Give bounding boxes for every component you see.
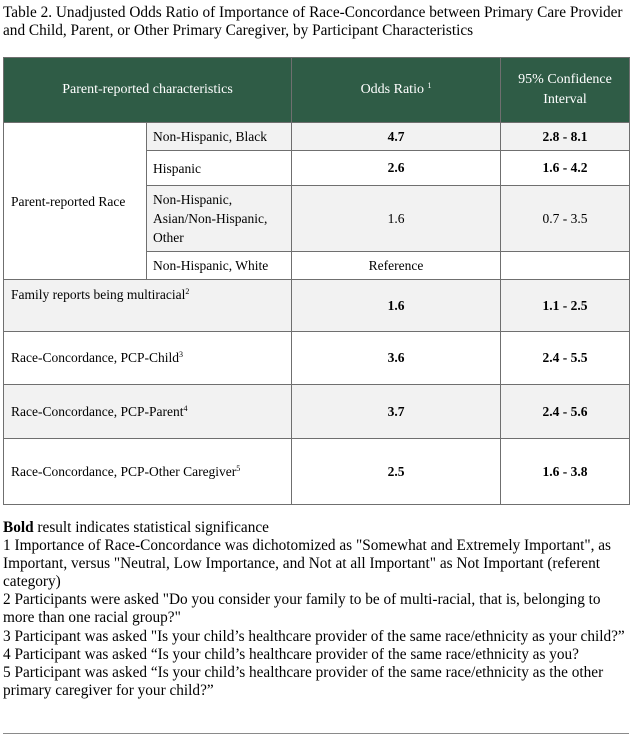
race-subgroup-label: Non-Hispanic, Black [147,123,292,151]
footnote-4: 4 Participant was asked “Is your child’s healthcare provider of the same race/ethnicity as you? [3,645,579,663]
header-odds-ratio: Odds Ratio $^1$ [292,58,501,123]
odds-ratio-cell: 3.7 [292,385,501,439]
header-confidence-interval: 95% Confidence Interval [501,58,630,123]
table-row [4,332,630,385]
race-group-label: Parent-reported Race [4,123,147,280]
row-label-pcp-parent: Race-Concordance, PCP-Parent$^4$ [4,385,292,439]
significance-note: Bold result indicates statistical significance [3,519,269,536]
ci-cell: 1.6 - 3.8 [501,439,630,505]
odds-ratio-cell: 1.6 [292,186,501,252]
footnote-1: 1 Importance of Race-Concordance was dichotomized as "Somewhat and Extremely Important", as Important, versus "Neutral, Low Importance, and Not at all Important" as Not Important (referent category) [3,537,612,591]
odds-ratio-cell: 3.6 [292,332,501,385]
race-subgroup-label: Non-Hispanic, Asian/Non-Hispanic, Other [147,186,292,252]
ci-cell: 0.7 - 3.5 [501,186,630,252]
table-row [4,385,630,439]
ci-cell: 2.8 - 8.1 [501,123,630,151]
ci-cell: 1.1 - 2.5 [501,280,630,332]
odds-ratio-cell: 4.7 [292,123,501,151]
race-subgroup-label: Non-Hispanic, White [147,252,292,280]
header-characteristics: Parent-reported characteristics [4,58,292,123]
odds-ratio-table [3,57,630,505]
ci-cell: 2.4 - 5.5 [501,332,630,385]
table-row [4,439,630,505]
table-row [4,123,630,151]
odds-ratio-cell: 2.5 [292,439,501,505]
table-footnotes [3,519,628,700]
ci-cell: 2.4 - 5.6 [501,385,630,439]
ci-cell [501,252,630,280]
row-label-pcp-other-caregiver: Race-Concordance, PCP-Other Caregiver$^5$ [4,439,292,505]
footnote-2: 2 Participants were asked "Do you consider your family to be of multi-racial, that is, belonging to more than one racial group?" [3,591,601,627]
odds-ratio-cell: 1.6 [292,280,501,332]
race-subgroup-label: Hispanic [147,151,292,186]
table-row [4,280,630,332]
odds-ratio-cell: 2.6 [292,151,501,186]
table-header-row [4,58,630,123]
row-label-pcp-child: Race-Concordance, PCP-Child$^3$ [4,332,292,385]
row-label-multiracial: Family reports being multiracial$^2$ [4,280,292,332]
odds-ratio-cell: Reference [292,252,501,280]
footnote-3: 3 Participant was asked "Is your child’s healthcare provider of the same race/ethnicity as your child?” [3,627,625,645]
table-caption: Table 2. Unadjusted Odds Ratio of Importance of Race-Concordance between Primary Care Provider and Child, Parent, or Other Primary Caregiver, by Participant Characteristics [3,4,623,39]
ci-cell: 1.6 - 4.2 [501,151,630,186]
bottom-divider [3,733,629,734]
footnote-5: 5 Participant was asked “Is your child’s healthcare provider of the same race/ethnicity as the other primary caregiver for your child?” [3,663,604,699]
